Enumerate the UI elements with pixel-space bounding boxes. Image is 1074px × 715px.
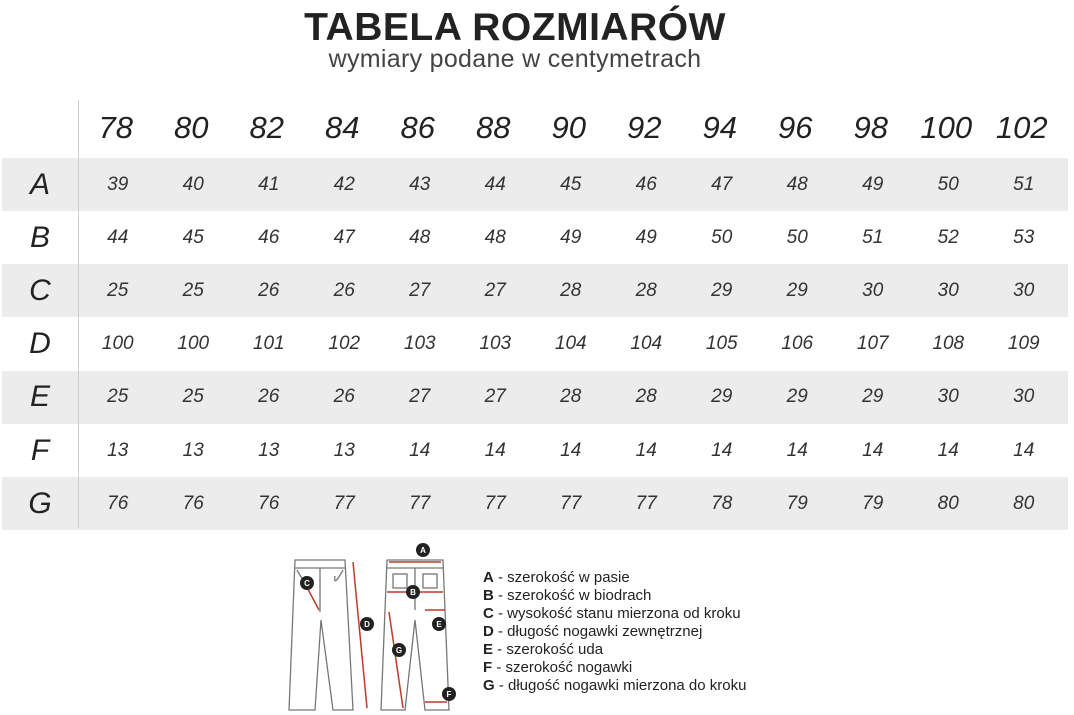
row-label: F: [30, 433, 50, 467]
size-header-cell: 80: [174, 110, 209, 145]
table-cell: 28: [560, 279, 582, 301]
legend-text: - szerokość nogawki: [492, 659, 633, 676]
table-cell: 13: [333, 439, 355, 461]
table-cell: 101: [252, 333, 285, 355]
table-cell: 48: [409, 226, 431, 248]
table-cell: 80: [1013, 492, 1035, 514]
size-header-cell: 90: [551, 110, 586, 145]
pants-front-view: [289, 560, 353, 710]
size-header-cell: 92: [627, 110, 662, 145]
table-cell: 104: [554, 333, 587, 355]
table-cell: 46: [635, 173, 657, 195]
table-cell: 14: [409, 439, 431, 461]
table-cell: 79: [862, 492, 884, 514]
table-cell: 49: [862, 173, 884, 195]
table-cell: 14: [711, 439, 733, 461]
table-cell: 27: [409, 386, 431, 408]
table-cell: 51: [1013, 173, 1035, 195]
table-cell: 50: [937, 173, 959, 195]
table-cell: 30: [1013, 386, 1035, 408]
row-label: B: [29, 220, 50, 254]
page-title: TABELA ROZMIARÓW: [304, 6, 726, 49]
table-cell: 48: [484, 226, 506, 248]
table-cell: 26: [333, 279, 355, 301]
row-label: E: [29, 380, 50, 414]
size-header-cell: 86: [400, 110, 435, 145]
table-cell: 42: [333, 173, 355, 195]
table-cell: 49: [635, 226, 657, 248]
table-cell: 28: [635, 386, 657, 408]
table-cell: 25: [182, 279, 204, 301]
svg-text:F: F: [446, 690, 452, 699]
table-cell: 47: [333, 226, 355, 248]
legend-item: [483, 659, 746, 677]
table-row: [2, 477, 1068, 530]
table-cell: 78: [711, 492, 733, 514]
table-cell: 46: [258, 226, 280, 248]
table-cell: 29: [786, 386, 808, 408]
table-cell: 45: [560, 173, 582, 195]
table-cell: 77: [484, 492, 506, 514]
pants-diagram: [275, 540, 475, 715]
legend-key: G: [483, 677, 495, 694]
legend-item: [483, 605, 746, 623]
table-cell: 27: [484, 386, 506, 408]
table-cell: 100: [101, 333, 134, 355]
table-cell: 108: [932, 333, 965, 355]
table-cell: 43: [409, 173, 431, 195]
table-cell: 29: [711, 279, 733, 301]
legend-key: D: [483, 623, 494, 640]
table-cell: 44: [484, 173, 506, 195]
table-cell: 39: [107, 173, 129, 195]
table-row: [2, 371, 1068, 424]
table-cell: 41: [258, 173, 280, 195]
table-cell: 29: [711, 386, 733, 408]
legend-key: C: [483, 605, 494, 622]
table-cell: 104: [630, 333, 663, 355]
table-cell: 77: [635, 492, 657, 514]
size-header-cell: 78: [98, 110, 133, 145]
table-cell: 13: [182, 439, 204, 461]
table-cell: 27: [484, 279, 506, 301]
table-cell: 14: [1013, 439, 1035, 461]
table-cell: 105: [705, 333, 738, 355]
table-cell: 26: [258, 386, 280, 408]
legend-text: - szerokość w pasie: [493, 569, 630, 586]
size-header-cell: 98: [853, 110, 888, 145]
size-header-cell: 102: [995, 110, 1048, 145]
table-cell: 77: [409, 492, 431, 514]
table-cell: 50: [711, 226, 733, 248]
measurement-arrows: [303, 562, 447, 708]
table-cell: 28: [560, 386, 582, 408]
table-row: [2, 264, 1068, 317]
table-row: [2, 158, 1068, 211]
table-cell: 53: [1013, 226, 1035, 248]
legend-text: - długość nogawki zewnętrznej: [493, 623, 703, 640]
legend-item: [483, 641, 746, 659]
table-cell: 77: [560, 492, 582, 514]
table-cell: 30: [937, 279, 959, 301]
size-header-cell: 82: [249, 110, 284, 145]
table-cell: 29: [786, 279, 808, 301]
table-cell: 103: [403, 333, 436, 355]
table-cell: 48: [786, 173, 808, 195]
table-cell: 106: [781, 333, 814, 355]
table-cell: 14: [786, 439, 808, 461]
legend-item: [483, 623, 746, 641]
table-row: [2, 318, 1068, 371]
table-cell: 14: [484, 439, 506, 461]
table-divider: [78, 100, 79, 528]
legend-key: A: [483, 569, 494, 586]
size-header-cell: 88: [476, 110, 511, 145]
table-cell: 14: [635, 439, 657, 461]
svg-text:E: E: [436, 620, 442, 629]
pants-back-view: [381, 560, 449, 710]
svg-text:B: B: [410, 588, 416, 597]
table-cell: 51: [862, 226, 884, 248]
table-cell: 80: [937, 492, 959, 514]
table-cell: 76: [107, 492, 129, 514]
table-cell: 30: [937, 386, 959, 408]
legend-item: [483, 569, 746, 587]
table-cell: 13: [258, 439, 280, 461]
table-cell: 40: [182, 173, 204, 195]
svg-text:G: G: [395, 646, 403, 655]
table-cell: 28: [635, 279, 657, 301]
table-cell: 76: [182, 492, 204, 514]
legend-text: - długość nogawki mierzona do kroku: [494, 677, 747, 694]
row-label: D: [29, 327, 51, 361]
size-header-cell: 94: [702, 110, 737, 145]
legend-key: F: [483, 659, 493, 676]
legend-item: [483, 677, 746, 695]
table-cell: 44: [107, 226, 129, 248]
table-cell: 107: [856, 333, 889, 355]
table-cell: 25: [107, 386, 129, 408]
measurement-markers: [300, 543, 456, 701]
row-label: G: [28, 486, 52, 520]
table-cell: 14: [937, 439, 959, 461]
table-cell: 30: [1013, 279, 1035, 301]
table-cell: 26: [258, 279, 280, 301]
table-cell: 14: [862, 439, 884, 461]
size-header-cell: 96: [778, 110, 813, 145]
table-cell: 25: [107, 279, 129, 301]
table-cell: 103: [479, 333, 512, 355]
svg-text:A: A: [420, 546, 426, 555]
legend-text: - szerokość uda: [493, 641, 604, 658]
table-cell: 13: [107, 439, 129, 461]
table-cell: 27: [409, 279, 431, 301]
row-label: A: [29, 167, 50, 201]
table-row: [2, 424, 1068, 477]
svg-text:C: C: [304, 579, 310, 588]
legend-key: B: [483, 587, 494, 604]
table-cell: 77: [333, 492, 355, 514]
table-cell: 47: [711, 173, 733, 195]
table-cell: 49: [560, 226, 582, 248]
table-cell: 30: [862, 279, 884, 301]
table-cell: 50: [786, 226, 808, 248]
table-row: [2, 211, 1068, 264]
svg-text:D: D: [364, 620, 370, 629]
table-cell: 79: [786, 492, 808, 514]
table-cell: 25: [182, 386, 204, 408]
legend-item: [483, 587, 746, 605]
legend-text: - wysokość stanu mierzona od kroku: [493, 605, 741, 622]
size-header-cell: 100: [920, 110, 973, 145]
table-cell: 102: [328, 333, 361, 355]
table-cell: 76: [258, 492, 280, 514]
table-cell: 45: [182, 226, 204, 248]
row-label: C: [29, 273, 51, 307]
table-cell: 100: [177, 333, 210, 355]
table-cell: 29: [862, 386, 884, 408]
table-cell: 14: [560, 439, 582, 461]
size-header-cell: 84: [325, 110, 360, 145]
page-subtitle: wymiary podane w centymetrach: [328, 45, 702, 73]
measurement-legend: [483, 569, 746, 695]
table-cell: 26: [333, 386, 355, 408]
table-cell: 52: [937, 226, 959, 248]
legend-key: E: [483, 641, 494, 658]
table-cell: 109: [1007, 333, 1040, 355]
legend-text: - szerokość w biodrach: [493, 587, 652, 604]
size-header-row: [78, 110, 1060, 154]
